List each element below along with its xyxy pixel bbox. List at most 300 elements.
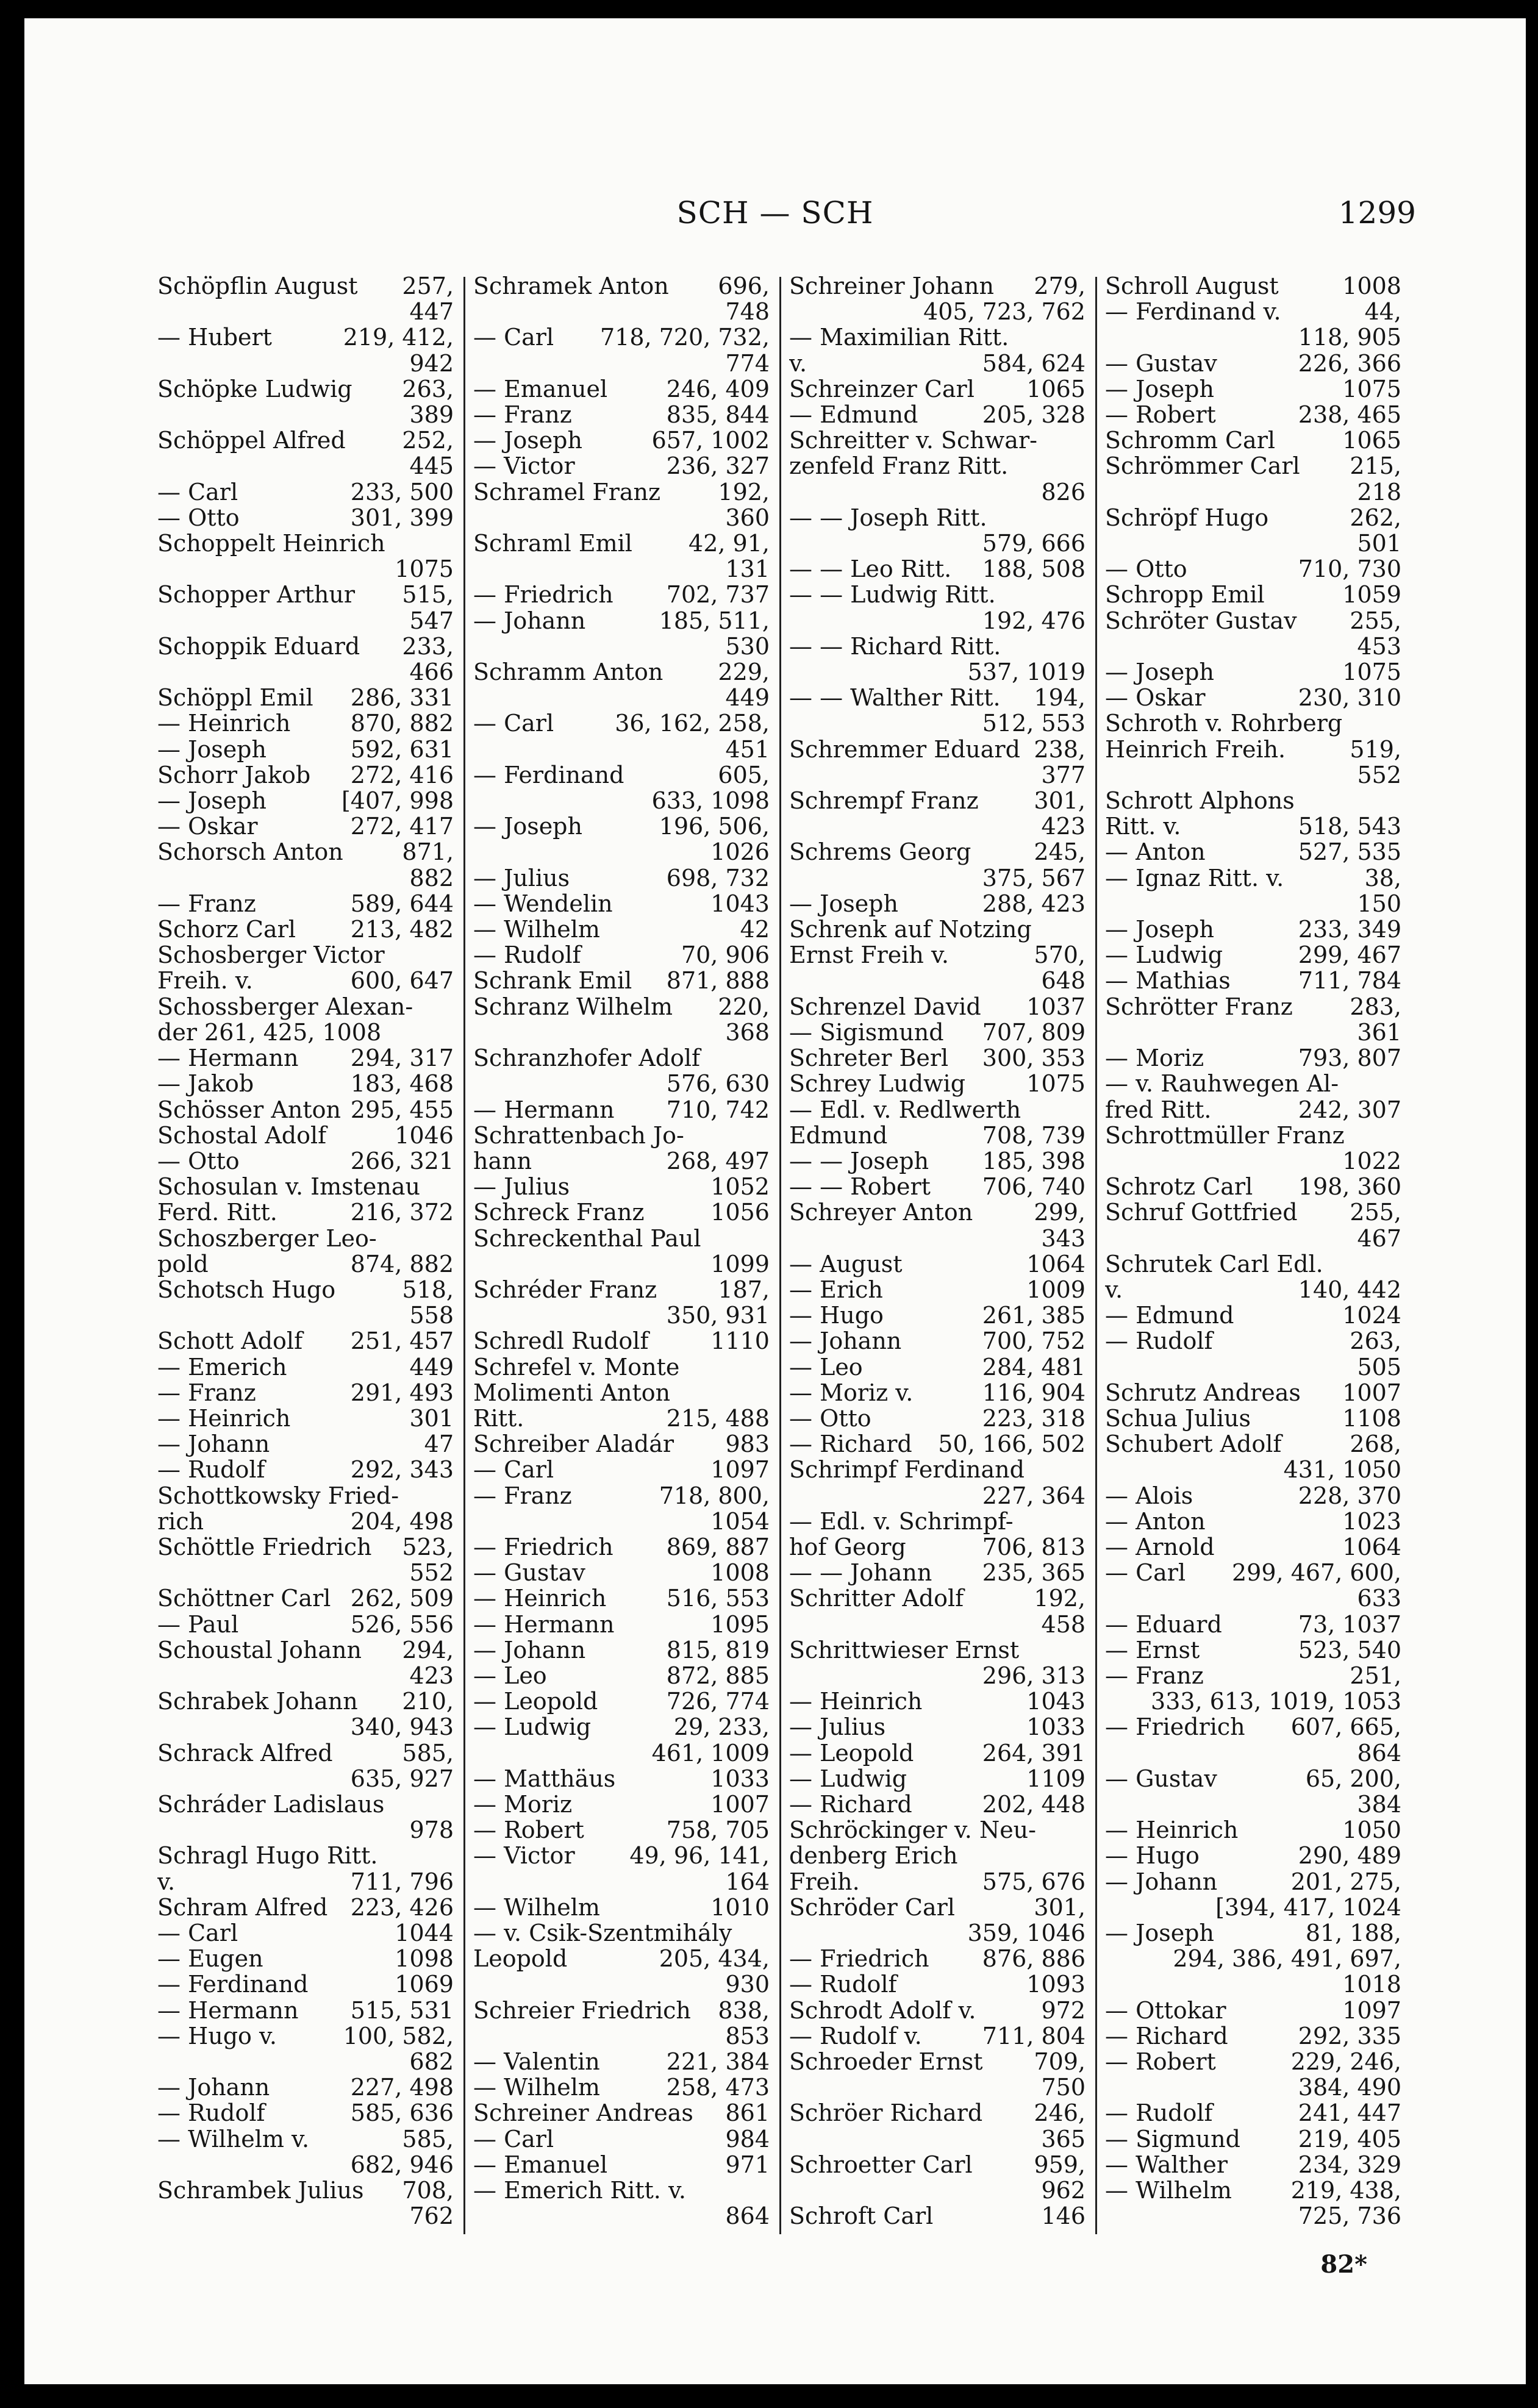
index-entry	[789, 1998, 1086, 2023]
entry-references: 288, 423	[982, 890, 1086, 917]
entry-name: — Joseph	[1105, 916, 1214, 943]
entry-name: — Johann	[473, 607, 586, 634]
entry-references: 268, 497	[666, 1147, 770, 1174]
entry-references: 1009	[1026, 1276, 1086, 1303]
entry-name: — Valentin	[473, 2048, 600, 2076]
entry-references-continued: 192, 476	[982, 607, 1086, 634]
entry-name: Schrimpf Ferdinand	[789, 1456, 1025, 1484]
entry-name: Schráder Ladislaus	[157, 1790, 385, 1818]
entry-name: Schoppelt Heinrich	[157, 530, 385, 557]
index-entry	[1105, 1302, 1401, 1328]
entry-name: Schremmer Eduard	[789, 735, 1020, 763]
entry-name: — Franz	[157, 890, 256, 917]
entry-name: — — Joseph Ritt.	[789, 504, 987, 531]
column-rule	[1095, 277, 1097, 2234]
index-entry	[1105, 273, 1401, 299]
entry-references-continued: 447	[409, 298, 454, 326]
entry-name: Schröer Richard	[789, 2099, 983, 2127]
entry-name: — Julius	[789, 1713, 886, 1741]
entry-references: 518, 543	[1298, 813, 1401, 840]
entry-name: — — Joseph	[789, 1147, 929, 1174]
entry-references: 871,	[402, 838, 454, 866]
entry-name: Schöttle Friedrich	[157, 1533, 372, 1560]
index-entry	[789, 1714, 1086, 1740]
index-entry	[789, 2100, 1086, 2151]
entry-references: 1008	[1342, 273, 1401, 299]
entry-references-continued: 449	[725, 684, 770, 712]
index-entry	[157, 1199, 454, 1225]
entry-references: 205, 434,	[659, 1945, 770, 1973]
index-entry	[1105, 505, 1401, 556]
index-entry	[1105, 453, 1401, 504]
entry-name: Schruf Gottfried	[1105, 1199, 1298, 1226]
entry-references-continued: 1075	[395, 556, 454, 583]
index-entry	[1105, 2126, 1401, 2152]
entry-name: — Carl	[157, 1920, 238, 1946]
entry-references-continued: 635, 927	[350, 1765, 454, 1792]
entry-references: 1065	[1026, 375, 1086, 402]
index-entry	[1105, 839, 1401, 865]
entry-name: — Emanuel	[473, 2151, 608, 2178]
index-entry	[473, 1354, 770, 1380]
entry-name: Schrefel v. Monte	[473, 1353, 680, 1381]
entry-name: — Joseph	[473, 813, 582, 840]
entry-references-continued: 375, 567	[982, 864, 1086, 891]
index-entry	[789, 1895, 1086, 1946]
entry-name: — Leopold	[473, 1688, 598, 1715]
entry-references: 575, 676	[982, 1868, 1086, 1895]
entry-references: 258, 473	[666, 2074, 770, 2101]
entry-references: 65, 200,	[1305, 1765, 1401, 1792]
index-entry	[157, 1097, 454, 1123]
entry-name: pold	[157, 1250, 209, 1277]
entry-name: — Moriz	[473, 1790, 573, 1818]
entry-references: 73, 1037	[1298, 1610, 1401, 1638]
entry-references-continued: 218	[1357, 478, 1401, 506]
index-entry	[473, 1045, 770, 1096]
entry-references-continued: 445	[409, 452, 454, 480]
index-entry	[473, 1946, 770, 1997]
entry-references: 870, 882	[350, 710, 454, 737]
entry-references: 233, 500	[350, 478, 454, 506]
entry-references: 726, 774	[666, 1688, 770, 1715]
entry-references: 838,	[718, 1996, 770, 2024]
index-entry	[473, 1534, 770, 1560]
index-entry	[157, 1637, 454, 1688]
entry-name: — Oskar	[157, 813, 258, 840]
column-4	[1105, 273, 1401, 2243]
entry-name: — Heinrich	[789, 1688, 923, 1715]
index-entry	[157, 1946, 454, 1971]
entry-name: Schöpflin August	[157, 273, 358, 299]
index-entry	[789, 2203, 1086, 2229]
entry-references-continued: 942	[409, 349, 454, 377]
entry-references: 971	[725, 2151, 770, 2178]
entry-references-continued: 774	[725, 349, 770, 377]
index-entry	[789, 916, 1086, 942]
index-entry	[1105, 1483, 1401, 1509]
entry-references: 233, 349	[1298, 916, 1401, 943]
index-entry	[473, 1277, 770, 1328]
entry-name: Schroeder Ernst	[789, 2048, 983, 2076]
entry-references: 300, 353	[982, 1045, 1086, 1072]
index-entry	[473, 1792, 770, 1817]
entry-references: 146	[1041, 2203, 1086, 2230]
entry-name: — Friedrich	[473, 581, 613, 609]
index-entry	[1105, 299, 1401, 350]
index-entry	[157, 479, 454, 505]
entry-name: Schrodt Adolf v.	[789, 1996, 976, 2024]
index-entry	[1105, 710, 1401, 736]
entry-references: 515, 531	[350, 1996, 454, 2024]
entry-name: Schrabek Johann	[157, 1688, 358, 1715]
entry-name: — Maximilian Ritt.	[789, 324, 1009, 351]
index-entry	[473, 710, 770, 762]
entry-name: Schram Alfred	[157, 1893, 328, 1921]
index-entry	[1105, 1123, 1401, 1174]
entry-references: 215, 488	[666, 1404, 770, 1432]
entry-references-continued: 451	[725, 735, 770, 763]
entry-references: 698, 732	[666, 864, 770, 891]
index-entry	[1105, 737, 1401, 788]
entry-name: — Heinrich	[157, 1404, 291, 1432]
entry-references: 220,	[718, 993, 770, 1020]
entry-name: Schrutek Carl Edl.	[1105, 1250, 1323, 1277]
entry-references: 1075	[1026, 1070, 1086, 1098]
entry-name: — Friedrich	[789, 1945, 929, 1973]
entry-references: 1008	[710, 1559, 770, 1587]
index-entry	[157, 737, 454, 762]
index-entry	[157, 1354, 454, 1380]
index-entry	[1105, 1843, 1401, 1868]
index-entry	[473, 1817, 770, 1843]
index-entry	[473, 1457, 770, 1482]
index-entry	[157, 1971, 454, 1997]
entry-name: Schoppik Eduard	[157, 632, 360, 660]
entry-name: — Heinrich	[473, 1585, 607, 1612]
entry-name: — Jakob	[157, 1070, 254, 1098]
entry-name: — Johann	[1105, 1868, 1218, 1895]
entry-name: — Ludwig	[473, 1713, 592, 1741]
entry-references: 1033	[1026, 1713, 1086, 1741]
entry-name: — Joseph	[1105, 375, 1214, 402]
entry-references-continued: 461, 1009	[651, 1739, 770, 1767]
entry-references: 257,	[402, 273, 454, 299]
index-entry	[789, 1792, 1086, 1817]
entry-name: Schroll August	[1105, 273, 1279, 299]
entry-references-continued: 131	[725, 556, 770, 583]
entry-name: — Gustav	[1105, 349, 1217, 377]
entry-references-continued: 453	[1357, 632, 1401, 660]
entry-references-continued: 864	[725, 2203, 770, 2230]
entry-name: v.	[157, 1868, 176, 1895]
entry-name: — Oskar	[1105, 684, 1206, 712]
entry-name: Schott Adolf	[157, 1327, 303, 1355]
entry-references: 44,	[1364, 298, 1401, 326]
entry-name: — Rudolf	[473, 941, 581, 969]
entry-references: 215,	[1350, 452, 1401, 480]
index-entry	[473, 2049, 770, 2074]
index-entry	[157, 1328, 454, 1354]
entry-name: — Erich	[789, 1276, 883, 1303]
entry-references: 246,	[1034, 2099, 1086, 2127]
index-entry	[157, 505, 454, 531]
entry-references: 585,	[402, 1739, 454, 1767]
entry-references-continued: 962	[1041, 2177, 1086, 2204]
entry-references: 1110	[710, 1327, 770, 1355]
entry-references: 36, 162, 258,	[615, 710, 770, 737]
index-entry	[157, 2074, 454, 2100]
entry-references: 100, 582,	[343, 2022, 454, 2049]
entry-references-continued: 118, 905	[1298, 324, 1401, 351]
entry-name: Schranz Wilhelm	[473, 993, 673, 1020]
index-entry	[157, 1688, 454, 1740]
entry-name: — Ludwig	[789, 1765, 907, 1792]
entry-name: — Emerich Ritt. v.	[473, 2177, 686, 2204]
entry-references: 1050	[1342, 1817, 1401, 1844]
entry-references-continued: 340, 943	[350, 1713, 454, 1741]
index-entry	[157, 1740, 454, 1792]
entry-name: — Friedrich	[1105, 1713, 1245, 1741]
entry-name: — Ferdinand v.	[1105, 298, 1281, 326]
index-entry	[473, 531, 770, 582]
entry-name: — Joseph	[789, 890, 898, 917]
entry-name: — Emerich	[157, 1353, 287, 1381]
index-entry	[157, 1045, 454, 1071]
entry-references-continued: 384	[1357, 1790, 1401, 1818]
index-entry	[157, 685, 454, 710]
entry-name: Schranzhofer Adolf	[473, 1045, 701, 1072]
entry-name: Schreyer Anton	[789, 1199, 973, 1226]
entry-references-continued: 1099	[710, 1250, 770, 1277]
entry-references-continued: 389	[409, 401, 454, 429]
entry-name: — Victor	[473, 452, 575, 480]
index-entry	[1105, 376, 1401, 402]
index-entry	[473, 1920, 770, 1946]
entry-references: 1059	[1342, 581, 1401, 609]
index-entry	[789, 994, 1086, 1020]
entry-name: Schritter Adolf	[789, 1585, 964, 1612]
entry-references: 1033	[710, 1765, 770, 1792]
entry-references: 1108	[1342, 1404, 1401, 1432]
entry-references: 299, 467, 600,	[1232, 1559, 1401, 1587]
entry-references-continued: 164	[725, 1868, 770, 1895]
entry-references: 294, 317	[350, 1045, 454, 1072]
index-entry	[157, 2178, 454, 2229]
index-entry	[473, 324, 770, 376]
entry-name: Schramek Anton	[473, 273, 669, 299]
index-entry	[157, 2126, 454, 2178]
entry-references: 283,	[1350, 993, 1401, 1020]
entry-references: 29, 233,	[673, 1713, 770, 1741]
index-entry	[1105, 2152, 1401, 2178]
index-entry	[789, 942, 1086, 993]
entry-name: — Gustav	[473, 1559, 585, 1587]
entry-references-continued: 853	[725, 2022, 770, 2049]
entry-references: 255,	[1350, 607, 1401, 634]
entry-references: 1097	[710, 1456, 770, 1484]
index-entry	[157, 1895, 454, 1920]
entry-references: 226, 366	[1298, 349, 1401, 377]
entry-references: 268,	[1350, 1431, 1401, 1458]
entry-name: Schoszberger Leo-	[157, 1224, 377, 1252]
entry-name: Ferd. Ritt.	[157, 1199, 277, 1226]
index-entry	[789, 1174, 1086, 1199]
index-entry	[789, 685, 1086, 736]
entry-references: 872, 885	[666, 1662, 770, 1689]
index-entry	[473, 608, 770, 659]
entry-references: 252,	[402, 427, 454, 454]
index-entry	[789, 324, 1086, 350]
entry-references: 301,	[1034, 1893, 1086, 1921]
entry-name: — Heinrich	[1105, 1817, 1239, 1844]
index-entry	[1105, 1971, 1401, 1997]
index-entry	[157, 376, 454, 427]
entry-name: — Sigmund	[1105, 2125, 1240, 2153]
entry-references: 527, 535	[1298, 838, 1401, 866]
entry-references: 835, 844	[666, 401, 770, 429]
entry-references: 286, 331	[350, 684, 454, 712]
entry-references: [407, 998	[341, 787, 454, 815]
entry-references: 229,	[718, 659, 770, 686]
index-entry	[789, 1534, 1086, 1560]
entry-name: Schrack Alfred	[157, 1739, 333, 1767]
index-entry	[473, 273, 770, 324]
entry-name: — Richard	[789, 1431, 912, 1458]
entry-references: 187,	[718, 1276, 770, 1303]
entry-name: Schöttner Carl	[157, 1585, 331, 1612]
entry-references-continued: 1054	[710, 1507, 770, 1535]
entry-name: Schraml Emil	[473, 530, 632, 557]
index-entry	[157, 968, 454, 993]
entry-name: Schreinzer Carl	[789, 375, 975, 402]
entry-references: 1109	[1026, 1765, 1086, 1792]
entry-references: 1097	[1342, 1996, 1401, 2024]
entry-name: — Richard	[1105, 2022, 1228, 2049]
entry-references: 1023	[1342, 1507, 1401, 1535]
index-entry	[789, 1354, 1086, 1380]
index-entry	[1105, 1534, 1401, 1560]
index-entry	[157, 1534, 454, 1585]
index-entry	[789, 453, 1086, 504]
entry-name: — Moriz	[1105, 1045, 1204, 1072]
entry-references: 236, 327	[666, 452, 770, 480]
entry-references: 140, 442	[1298, 1276, 1401, 1303]
index-entry	[1105, 1817, 1401, 1843]
index-entry	[157, 1612, 454, 1637]
entry-name: Schopper Arthur	[157, 581, 356, 609]
entry-references-continued: 350, 931	[666, 1302, 770, 1329]
entry-name: denberg Erich	[789, 1842, 958, 1870]
entry-references: 449	[409, 1353, 454, 1381]
entry-name: Schreckenthal Paul	[473, 1224, 701, 1252]
index-entry	[473, 1199, 770, 1225]
index-entry	[1105, 1509, 1401, 1534]
index-entry	[1105, 1097, 1401, 1123]
entry-references: 570,	[1034, 941, 1086, 969]
entry-references: 221, 384	[666, 2048, 770, 2076]
entry-name: — Julius	[473, 1173, 570, 1201]
entry-name: Schroft Carl	[789, 2203, 934, 2230]
entry-name: Schramel Franz	[473, 478, 661, 506]
index-entry	[789, 634, 1086, 685]
index-entry	[473, 762, 770, 813]
entry-name: Schreck Franz	[473, 1199, 645, 1226]
entry-references: 874, 882	[350, 1250, 454, 1277]
entry-references: 42, 91,	[689, 530, 770, 557]
entry-references: 1043	[710, 890, 770, 917]
entry-name: Schotsch Hugo	[157, 1276, 336, 1303]
index-entry	[1105, 2023, 1401, 2049]
index-entry	[1105, 1998, 1401, 2023]
index-entry	[473, 942, 770, 968]
entry-name: — Moriz v.	[789, 1379, 914, 1406]
entry-name: — Heinrich	[157, 710, 291, 737]
entry-name: — Anton	[1105, 838, 1206, 866]
entry-references: 519,	[1350, 735, 1401, 763]
entry-references: 262, 509	[350, 1585, 454, 1612]
index-entry	[789, 1688, 1086, 1714]
entry-references: 263,	[1350, 1327, 1401, 1355]
entry-name: Schröder Carl	[789, 1893, 955, 1921]
index-entry	[473, 479, 770, 531]
index-entry	[789, 891, 1086, 916]
entry-name: — Rudolf	[157, 1456, 265, 1484]
entry-name: Schoustal Johann	[157, 1636, 362, 1663]
entry-name: — Wilhelm v.	[157, 2125, 310, 2153]
entry-references: 702, 737	[666, 581, 770, 609]
entry-name: — Emanuel	[473, 375, 608, 402]
entry-name: — Eugen	[157, 1945, 263, 1973]
index-entry	[157, 1020, 454, 1045]
entry-name: — Leo	[473, 1662, 547, 1689]
entry-references-continued: 579, 666	[982, 530, 1086, 557]
entry-references: 711, 796	[350, 1868, 454, 1895]
index-entry	[1105, 1663, 1401, 1714]
index-entry	[157, 1406, 454, 1431]
entry-references: 706, 740	[982, 1173, 1086, 1201]
entry-name: Freih. v.	[157, 967, 253, 995]
entry-references: 1075	[1342, 375, 1401, 402]
entry-name: Schrambek Julius	[157, 2177, 364, 2204]
entry-references: 272, 417	[350, 813, 454, 840]
index-entry	[789, 402, 1086, 427]
entry-references: 192,	[1034, 1585, 1086, 1612]
entry-name: — Wilhelm	[1105, 2177, 1232, 2204]
entry-name: — Ferdinand	[473, 761, 624, 788]
index-entry	[789, 1380, 1086, 1406]
entry-name: — Johann	[157, 2074, 270, 2101]
entry-references: 706, 813	[982, 1533, 1086, 1560]
entry-name: — Hermann	[473, 1096, 615, 1123]
index-entry	[789, 1071, 1086, 1096]
entry-references: 183, 468	[350, 1070, 454, 1098]
index-entry	[473, 1174, 770, 1199]
index-entry	[789, 1431, 1086, 1457]
entry-references: 263,	[402, 375, 454, 402]
entry-name: — Otto	[789, 1404, 871, 1432]
entry-name: — Carl	[473, 2125, 554, 2153]
entry-references: 205, 328	[982, 401, 1086, 429]
entry-name: hof Georg	[789, 1533, 906, 1560]
index-entry	[157, 1251, 454, 1277]
entry-references: 1065	[1342, 427, 1401, 454]
entry-references: 1075	[1342, 659, 1401, 686]
index-entry	[1105, 1612, 1401, 1637]
entry-references: 233,	[402, 632, 454, 660]
index-entry	[157, 1457, 454, 1482]
entry-references: 709,	[1034, 2048, 1086, 2076]
